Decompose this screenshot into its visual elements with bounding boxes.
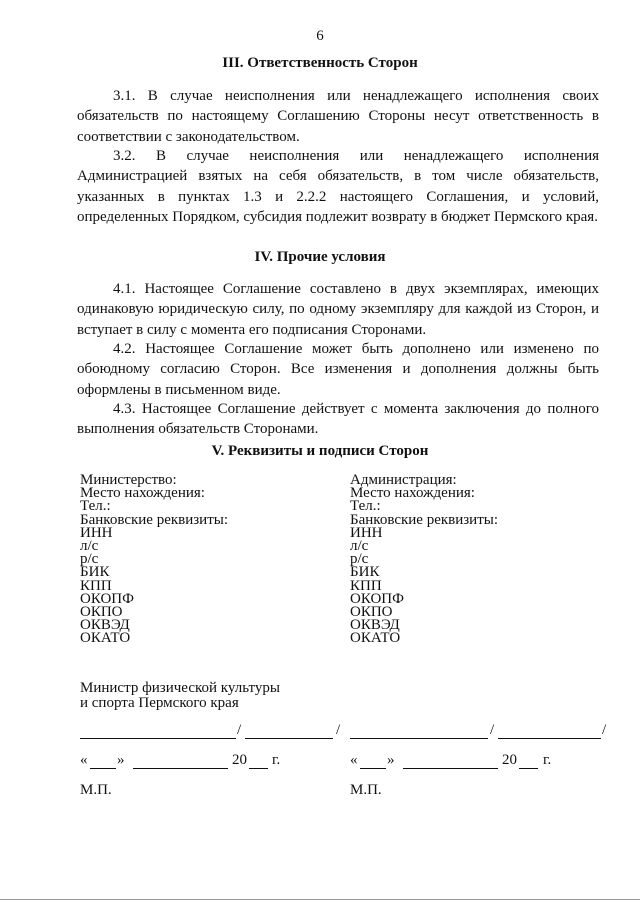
quote-close: »	[387, 752, 395, 768]
minister-title-line-2: и спорта Пермского края	[80, 695, 239, 711]
okato-label: ОКАТО	[350, 630, 401, 647]
bank-label: Банковские реквизиты:	[350, 511, 499, 528]
okved-label: ОКВЭД	[350, 617, 400, 634]
minister-title	[80, 681, 280, 711]
paragraph-3-2: 3.2. В случае неисполнения или ненадлежащего исполнения Администрацией взятых на себя обязательств, в том числе обязательств, указанных в пунктах 1.3 и 2.2.2 настоящего Соглашения, и условий, определенных Порядком, субсидия подлежит возврату в бюджет Пермского края.	[77, 148, 599, 225]
location-label: Место нахождения:	[350, 485, 475, 502]
paragraph-4-1: 4.1. Настоящее Соглашение составлено в двух экземплярах, имеющих одинаковую юридическую силу, по одному экземпляру для каждой из Сторон, и вступает в силу с момента его подписания Сторонами.	[77, 281, 599, 338]
section-5-title: V. Реквизиты и подписи Сторон	[211, 443, 429, 459]
administration-requisites	[350, 474, 498, 646]
okopf-label: ОКОПФ	[350, 590, 404, 607]
minister-title-line-1: Министр физической культуры	[80, 680, 280, 696]
okpo-label: ОКПО	[80, 604, 123, 621]
name-line	[498, 738, 601, 739]
rs-label: р/с	[80, 551, 99, 568]
ls-label: л/с	[80, 538, 99, 555]
phone-label: Тел.:	[350, 498, 381, 515]
year-prefix: 20	[232, 752, 247, 768]
page-number: 6	[316, 28, 324, 44]
slash-separator: /	[602, 722, 607, 738]
stamp-label: М.П.	[80, 782, 112, 798]
slash-separator: /	[336, 722, 341, 738]
paragraph-3-1: 3.1. В случае неисполнения или ненадлежащего исполнения своих обязательств по настоящему Соглашению Стороны несут ответственность в соответствии с законодательством.	[77, 88, 599, 145]
month-line	[403, 768, 498, 769]
slash-separator: /	[490, 722, 495, 738]
ls-label: л/с	[350, 538, 369, 555]
year-suffix: г.	[543, 752, 552, 768]
kpp-label: КПП	[80, 577, 112, 594]
quote-open: «	[350, 752, 358, 768]
okved-label: ОКВЭД	[80, 617, 130, 634]
ministry-label: Министерство:	[80, 472, 177, 488]
paragraph-4-2: 4.2. Настоящее Соглашение может быть дополнено или изменено по обоюдному согласию Сторон. Все изменения и дополнения должны быть оформлены в письменном виде.	[77, 341, 599, 398]
year-prefix: 20	[502, 752, 517, 768]
bik-label: БИК	[350, 564, 380, 581]
day-line	[90, 768, 116, 769]
signature-line	[350, 738, 488, 739]
bank-label: Банковские реквизиты:	[80, 511, 229, 528]
name-line	[245, 738, 333, 739]
kpp-label: КПП	[350, 577, 382, 594]
bik-label: БИК	[80, 564, 110, 581]
inn-label: ИНН	[350, 524, 383, 541]
ministry-requisites	[80, 474, 228, 646]
section-4-title: IV. Прочие условия	[254, 249, 386, 265]
inn-label: ИНН	[80, 524, 113, 541]
month-line	[133, 768, 228, 769]
section-3-title: III. Ответственность Сторон	[222, 55, 418, 71]
location-label: Место нахождения:	[80, 485, 205, 502]
slash-separator: /	[237, 722, 242, 738]
page-bottom-edge	[0, 899, 640, 900]
stamp-label: М.П.	[350, 782, 382, 798]
day-line	[360, 768, 386, 769]
okopf-label: ОКОПФ	[80, 590, 134, 607]
okpo-label: ОКПО	[350, 604, 393, 621]
year-line	[519, 768, 538, 769]
year-line	[249, 768, 268, 769]
rs-label: р/с	[350, 551, 369, 568]
paragraph-4-3: 4.3. Настоящее Соглашение действует с момента заключения до полного выполнения обязательств Сторонами.	[77, 401, 599, 438]
phone-label: Тел.:	[80, 498, 111, 515]
okato-label: ОКАТО	[80, 630, 131, 647]
signature-line	[80, 738, 236, 739]
quote-close: »	[117, 752, 125, 768]
year-suffix: г.	[272, 752, 281, 768]
quote-open: «	[80, 752, 88, 768]
administration-label: Администрация:	[350, 472, 457, 488]
